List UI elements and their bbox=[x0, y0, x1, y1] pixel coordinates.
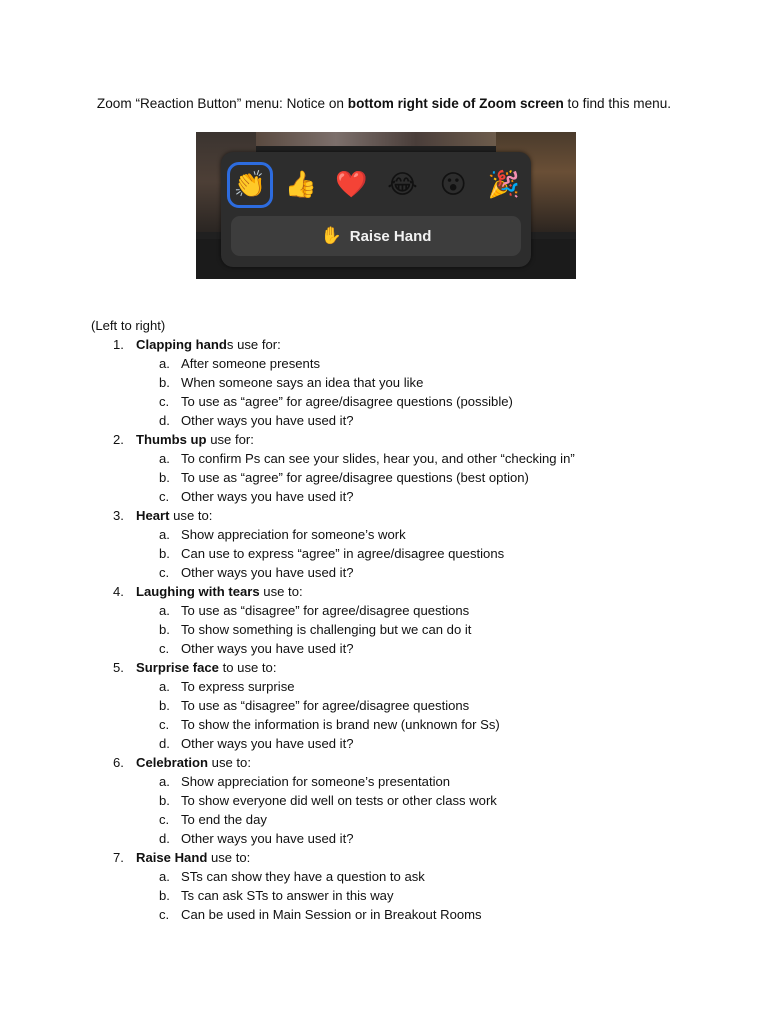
sub-list-item bbox=[91, 696, 731, 715]
sub-list-letter: c. bbox=[159, 489, 170, 504]
sub-list-text: Show appreciation for someone’s presentation bbox=[181, 774, 451, 789]
list-item-title: Celebration bbox=[136, 755, 209, 770]
sub-list-letter: c. bbox=[159, 394, 170, 409]
surprise-face-reaction-button[interactable] bbox=[430, 162, 476, 208]
sub-list-letter: a. bbox=[159, 679, 170, 694]
list-item-suffix: use to: bbox=[207, 850, 251, 865]
sub-list-item bbox=[91, 734, 731, 753]
sub-list-item bbox=[91, 468, 731, 487]
list-item-suffix: use to: bbox=[169, 508, 213, 523]
sub-list-item bbox=[91, 373, 731, 392]
sub-list-item bbox=[91, 563, 731, 582]
sub-list-item bbox=[91, 867, 731, 886]
reaction-menu bbox=[221, 152, 531, 267]
sub-list-item bbox=[91, 449, 731, 468]
sub-list-item bbox=[91, 411, 731, 430]
sub-list-letter: b. bbox=[159, 622, 170, 637]
sub-list-letter: a. bbox=[159, 603, 170, 618]
list-item bbox=[91, 658, 731, 677]
list-item-title: Surprise face bbox=[136, 660, 219, 675]
sub-list-item bbox=[91, 525, 731, 544]
sub-list-letter: c. bbox=[159, 717, 170, 732]
list-item-title: Clapping hand bbox=[136, 337, 227, 352]
sub-list-letter: b. bbox=[159, 470, 170, 485]
list-lead: (Left to right) bbox=[91, 318, 166, 333]
sub-list-text: Ts can ask STs to answer in this way bbox=[181, 888, 394, 903]
intro-text-end: to find this menu. bbox=[563, 96, 672, 111]
sub-list-item bbox=[91, 392, 731, 411]
list-item bbox=[91, 506, 731, 525]
sub-list-letter: a. bbox=[159, 356, 170, 371]
raise-hand-button[interactable] bbox=[231, 216, 521, 256]
sub-list-item bbox=[91, 886, 731, 905]
celebration-icon: 🎉 bbox=[487, 170, 521, 200]
heart-reaction-button[interactable] bbox=[329, 162, 375, 208]
sub-list-item bbox=[91, 677, 731, 696]
sub-list-item bbox=[91, 544, 731, 563]
sub-list-text: Other ways you have used it? bbox=[181, 565, 354, 580]
list-item-title: Thumbs up bbox=[136, 432, 207, 447]
sub-list-letter: b. bbox=[159, 546, 170, 561]
zoom-reaction-screenshot bbox=[196, 132, 576, 279]
sub-list-text: To use as “disagree” for agree/disagree questions bbox=[181, 698, 470, 713]
intro-line bbox=[0, 94, 768, 113]
sub-list-text: Other ways you have used it? bbox=[181, 641, 354, 656]
sub-list-text: To use as “agree” for agree/disagree questions (possible) bbox=[181, 394, 513, 409]
celebration-reaction-button[interactable] bbox=[481, 162, 527, 208]
heart-icon: ❤️ bbox=[335, 170, 368, 200]
list-item-title: Heart bbox=[136, 508, 170, 523]
sub-list-letter: d. bbox=[159, 831, 170, 846]
sub-list-text: Can use to express “agree” in agree/disagree questions bbox=[181, 546, 505, 561]
sub-list-text: Other ways you have used it? bbox=[181, 736, 354, 751]
laughing-with-tears-reaction-button[interactable] bbox=[379, 162, 425, 208]
sub-list-item bbox=[91, 354, 731, 373]
sub-list-letter: a. bbox=[159, 869, 170, 884]
sub-list-text: To use as “disagree” for agree/disagree questions bbox=[181, 603, 470, 618]
raise-hand-label: Raise Hand bbox=[349, 227, 432, 245]
list-item-number: 6. bbox=[113, 755, 124, 770]
list-item-number: 5. bbox=[113, 660, 124, 675]
sub-list-item bbox=[91, 905, 731, 924]
sub-list-letter: c. bbox=[159, 907, 170, 922]
list-item-number: 1. bbox=[113, 337, 124, 352]
thumbs-up-icon: 👍 bbox=[284, 170, 317, 200]
sub-list-text: After someone presents bbox=[181, 356, 321, 371]
sub-list-letter: b. bbox=[159, 888, 170, 903]
sub-list-letter: c. bbox=[159, 812, 170, 827]
sub-list-item bbox=[91, 601, 731, 620]
video-background-top bbox=[256, 132, 496, 146]
sub-list-letter: b. bbox=[159, 793, 170, 808]
list-item-suffix: use for: bbox=[206, 432, 254, 447]
reaction-usage-list bbox=[91, 316, 731, 924]
sub-list-text: To show the information is brand new (unknown for Ss) bbox=[181, 717, 500, 732]
intro-text-bold: bottom right side of Zoom screen bbox=[347, 96, 564, 111]
sub-list-text: Show appreciation for someone’s work bbox=[181, 527, 406, 542]
sub-list-text: Other ways you have used it? bbox=[181, 413, 354, 428]
list-item-suffix: s use for: bbox=[226, 337, 281, 352]
list-item-number: 2. bbox=[113, 432, 124, 447]
list-item-suffix: use to: bbox=[208, 755, 251, 770]
reaction-row bbox=[227, 160, 527, 210]
list-item bbox=[91, 753, 731, 772]
sub-list-item bbox=[91, 487, 731, 506]
list-item bbox=[91, 848, 731, 867]
sub-list-text: Other ways you have used it? bbox=[181, 831, 354, 846]
list-item-suffix: to use to: bbox=[218, 660, 277, 675]
sub-list-text: To express surprise bbox=[181, 679, 295, 694]
list-item-title: Raise Hand bbox=[136, 850, 208, 865]
sub-list-text: To show everyone did well on tests or other class work bbox=[181, 793, 497, 808]
list-item-suffix: use to: bbox=[259, 584, 303, 599]
sub-list-item bbox=[91, 620, 731, 639]
sub-list-text: Other ways you have used it? bbox=[181, 489, 354, 504]
thumbs-up-reaction-button[interactable] bbox=[278, 162, 324, 208]
sub-list-letter: d. bbox=[159, 736, 170, 751]
sub-list-item bbox=[91, 810, 731, 829]
sub-list-text: Can be used in Main Session or in Breakout Rooms bbox=[181, 907, 482, 922]
sub-list-text: To show something is challenging but we can do it bbox=[181, 622, 472, 637]
sub-list-letter: a. bbox=[159, 451, 170, 466]
list-item-number: 4. bbox=[113, 584, 124, 599]
sub-list-letter: b. bbox=[159, 375, 170, 390]
sub-list-text: STs can show they have a question to ask bbox=[181, 869, 425, 884]
sub-list-letter: a. bbox=[159, 527, 170, 542]
list-item bbox=[91, 335, 731, 354]
sub-list-item bbox=[91, 772, 731, 791]
sub-list-text: To end the day bbox=[181, 812, 267, 827]
clapping-hands-icon: 👏 bbox=[233, 170, 267, 200]
sub-list-text: When someone says an idea that you like bbox=[181, 375, 424, 390]
sub-list-text: To confirm Ps can see your slides, hear you, and other “checking in” bbox=[181, 451, 575, 466]
surprise-face-icon: 😮 bbox=[439, 170, 467, 200]
clapping-hands-reaction-button[interactable] bbox=[227, 162, 273, 208]
list-item-title: Laughing with tears bbox=[136, 584, 260, 599]
sub-list-letter: c. bbox=[159, 565, 170, 580]
list-item bbox=[91, 582, 731, 601]
sub-list-letter: d. bbox=[159, 413, 170, 428]
sub-list-item bbox=[91, 639, 731, 658]
list-item bbox=[91, 430, 731, 449]
raised-hand-icon: ✋ bbox=[320, 226, 342, 246]
list-item-number: 3. bbox=[113, 508, 124, 523]
sub-list-item bbox=[91, 791, 731, 810]
intro-text-start: Zoom “Reaction Button” menu: Notice on bbox=[96, 96, 348, 111]
sub-list-item bbox=[91, 715, 731, 734]
sub-list-item bbox=[91, 829, 731, 848]
list-item-number: 7. bbox=[113, 850, 124, 865]
laughing-with-tears-icon: 😂 bbox=[387, 170, 418, 200]
sub-list-text: To use as “agree” for agree/disagree questions (best option) bbox=[181, 470, 529, 485]
sub-list-letter: c. bbox=[159, 641, 170, 656]
sub-list-letter: b. bbox=[159, 698, 170, 713]
sub-list-letter: a. bbox=[159, 774, 170, 789]
